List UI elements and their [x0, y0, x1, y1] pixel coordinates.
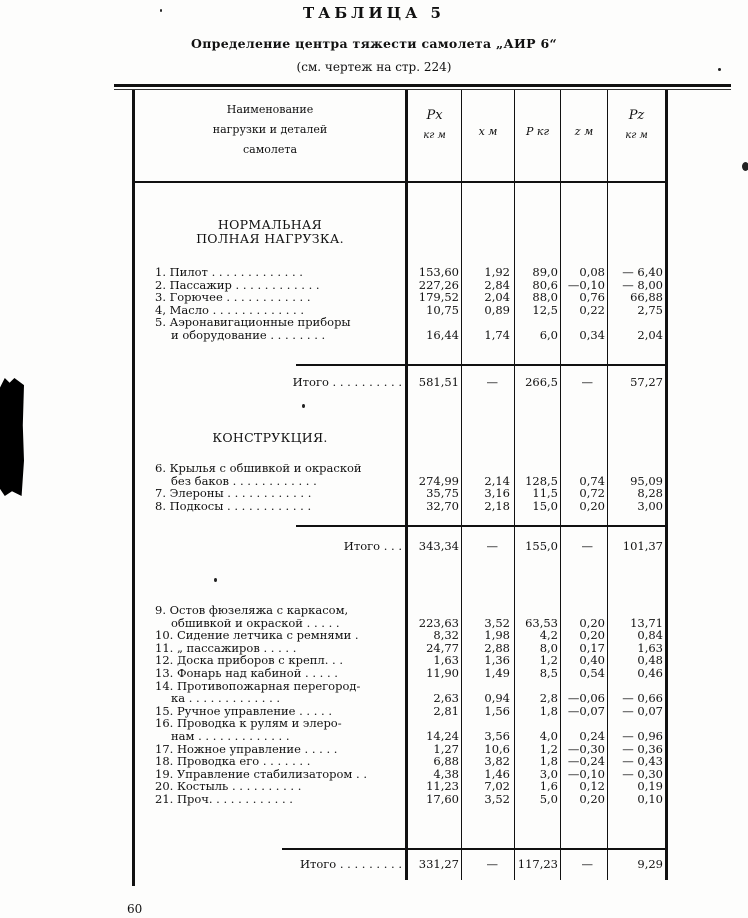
row-name: 19. Управление стабилизатором . .: [155, 766, 367, 781]
top-rule: [114, 84, 731, 87]
scan-speck: [742, 162, 748, 171]
row-name: 18. Проводка его . . . . . . .: [155, 754, 311, 769]
row-name: 6. Крылья с обшивкой и окраской: [155, 461, 362, 475]
row-value-p: 8,0: [539, 640, 558, 655]
section-title-line: НОРМАЛЬНАЯ: [217, 217, 323, 232]
row-value-x: 2,04: [484, 290, 510, 305]
row-value-pz: — 0,43: [622, 754, 663, 769]
row-value-pz: — 0,96: [622, 729, 663, 743]
row-value-px: 11,23: [426, 779, 459, 794]
row-name: 16. Проводка к рулям и элеро-: [155, 716, 342, 731]
row-value-p: 12,5: [532, 302, 558, 317]
row-value-z: 0,76: [579, 290, 605, 305]
row-value-x: 3,56: [484, 729, 510, 743]
row-value-pz: — 8,00: [622, 277, 663, 292]
column-divider-px: [461, 90, 462, 880]
row-value-z: 0,34: [579, 328, 605, 342]
row-value-z: 0,20: [579, 628, 605, 643]
scan-speck: [214, 578, 217, 582]
column-header-pz-unit: кг м: [625, 130, 648, 141]
total-label: Итого . . .: [343, 539, 402, 553]
row-name: 1. Пилот . . . . . . . . . . . . .: [155, 265, 303, 279]
row-value-x: 2,14: [484, 473, 510, 488]
row-value-px: 14,24: [426, 729, 459, 743]
row-value-z: 0,24: [579, 729, 605, 743]
column-header-pz-symbol: Pz: [628, 108, 645, 123]
row-value-p: 11,5: [532, 486, 558, 501]
row-name: 10. Сидение летчика с ремнями .: [155, 628, 359, 643]
row-value-p: 4,0: [539, 729, 558, 743]
section-title-line: ПОЛНАЯ НАГРУЗКА.: [196, 231, 344, 246]
column-header-name-line2: нагрузки и деталей: [212, 123, 328, 136]
total-label: Итого . . . . . . . . . .: [292, 375, 402, 389]
row-value-x: 2,84: [484, 277, 510, 292]
total-value-z: —: [581, 857, 593, 871]
total-value-p: 155,0: [525, 539, 558, 553]
column-header-name: [135, 100, 405, 160]
row-value-x: 1,56: [484, 703, 510, 718]
table-subtitle: Определение центра тяжести самолета „АИР 6“: [191, 36, 557, 51]
row-value-pz: 0,46: [637, 666, 663, 680]
row-value-z: 0,20: [579, 498, 605, 513]
row-value-pz: — 6,40: [622, 265, 663, 279]
page-number: 60: [127, 902, 143, 916]
row-value-x: 10,6: [484, 741, 510, 756]
drawing-reference-note: (см. чертеж на стр. 224): [296, 60, 452, 74]
row-value-z: —0,06: [567, 691, 605, 706]
total-value-z: —: [581, 539, 593, 553]
row-value-z: —0,24: [567, 754, 605, 769]
scan-artifact: [0, 378, 24, 496]
row-name: 17. Ножное управление . . . . .: [155, 741, 338, 756]
row-value-px: 1,63: [433, 653, 459, 668]
row-name: 7. Элероны . . . . . . . . . . . .: [155, 486, 312, 501]
row-value-pz: 0,48: [637, 653, 663, 668]
row-value-p: 3,0: [539, 766, 558, 781]
row-value-px: 179,52: [418, 290, 459, 305]
row-value-px: 227,26: [418, 277, 459, 292]
row-value-z: 0,20: [579, 792, 605, 806]
total-value-p: 266,5: [525, 375, 558, 389]
row-value-pz: 13,71: [630, 615, 663, 630]
total-value-px: 331,27: [418, 857, 459, 871]
column-header-px: [408, 106, 461, 146]
row-value-x: 1,74: [484, 328, 510, 342]
row-value-z: —0,07: [567, 703, 605, 718]
row-value-x: 3,52: [484, 792, 510, 806]
row-value-pz: — 0,30: [622, 766, 663, 781]
row-value-p: 1,2: [539, 741, 558, 756]
row-value-x: 3,82: [484, 754, 510, 769]
row-value-px: 24,77: [426, 640, 459, 655]
row-name: 21. Проч. . . . . . . . . . . .: [155, 792, 293, 806]
row-value-p: 80,6: [532, 277, 558, 292]
row-name: 15. Ручное управление . . . . .: [155, 703, 333, 718]
row-value-x: 3,52: [484, 615, 510, 630]
row-value-z: 0,12: [579, 779, 605, 794]
row-value-z: 0,74: [579, 473, 605, 488]
row-name: 9. Остов фюзеляжа с каркасом,: [155, 603, 349, 617]
row-value-pz: 95,09: [630, 473, 663, 488]
row-value-px: 8,32: [433, 628, 459, 643]
total-value-p: 117,23: [517, 857, 558, 871]
row-value-x: 1,98: [484, 628, 510, 643]
row-name-continuation: нам . . . . . . . . . . . . .: [171, 729, 290, 743]
total-label: Итого . . . . . . . . .: [299, 857, 402, 871]
column-header-name-line3: самолета: [242, 143, 298, 156]
row-name-continuation: ка . . . . . . . . . . . . .: [171, 691, 281, 706]
row-value-pz: — 0,07: [622, 703, 663, 718]
row-value-z: —0,30: [567, 741, 605, 756]
row-value-pz: 3,00: [637, 498, 663, 513]
row-value-p: 2,8: [539, 691, 558, 706]
section-title-construction: КОНСТРУКЦИЯ.: [212, 430, 328, 445]
row-value-z: 0,40: [579, 653, 605, 668]
row-value-p: 1,8: [539, 754, 558, 769]
row-value-p: 6,0: [539, 328, 558, 342]
scan-speck: [718, 68, 721, 71]
row-value-p: 1,6: [539, 779, 558, 794]
row-value-px: 11,90: [426, 666, 459, 680]
row-name: 13. Фонарь над кабиной . . . . .: [155, 666, 338, 680]
row-value-pz: — 0,66: [622, 691, 663, 706]
column-divider-x: [514, 90, 515, 880]
table-title: ТАБЛИЦА 5: [302, 4, 445, 22]
row-name: 5. Аэронавигационные приборы: [155, 315, 351, 330]
total-value-px: 343,34: [418, 539, 459, 553]
row-value-pz: 1,63: [637, 640, 663, 655]
row-value-x: 0,94: [484, 691, 510, 706]
row-value-pz: 0,10: [637, 792, 663, 806]
row-value-z: 0,22: [579, 302, 605, 317]
row-value-px: 1,27: [433, 741, 459, 756]
column-header-p: P кг: [525, 125, 550, 138]
row-value-x: 1,92: [484, 265, 510, 279]
row-value-x: 1,36: [484, 653, 510, 668]
row-name: 2. Пассажир . . . . . . . . . . . .: [155, 277, 320, 292]
row-value-px: 274,99: [418, 473, 459, 488]
row-value-px: 6,88: [433, 754, 459, 769]
row-name: 4, Масло . . . . . . . . . . . . .: [155, 302, 304, 317]
row-value-x: 7,02: [484, 779, 510, 794]
row-name: 14. Противопожарная перегород-: [155, 678, 361, 693]
column-header-x: x м: [478, 125, 498, 138]
row-value-px: 35,75: [426, 486, 459, 501]
column-header-z: z м: [574, 125, 594, 138]
row-value-z: 0,17: [579, 640, 605, 655]
total-value-x: —: [486, 375, 498, 389]
row-value-px: 10,75: [426, 302, 459, 317]
row-value-p: 8,5: [539, 666, 558, 680]
row-value-px: 17,60: [426, 792, 459, 806]
row-value-pz: 0,84: [637, 628, 663, 643]
row-value-p: 88,0: [532, 290, 558, 305]
row-value-z: 0,20: [579, 615, 605, 630]
row-value-pz: 66,88: [630, 290, 663, 305]
subtotal-rule-1: [296, 364, 665, 366]
scan-speck: [160, 9, 162, 12]
row-value-z: 0,08: [579, 265, 605, 279]
row-value-p: 63,53: [525, 615, 558, 630]
column-header-pz: [608, 106, 665, 146]
total-value-x: —: [486, 857, 498, 871]
row-value-px: 16,44: [426, 328, 459, 342]
row-value-z: 0,54: [579, 666, 605, 680]
row-value-z: 0,72: [579, 486, 605, 501]
total-value-x: —: [486, 539, 498, 553]
row-value-p: 128,5: [525, 473, 558, 488]
row-value-x: 3,16: [484, 486, 510, 501]
column-divider-p: [560, 90, 561, 880]
row-value-p: 15,0: [532, 498, 558, 513]
row-value-pz: 0,19: [637, 779, 663, 794]
row-value-pz: 2,04: [637, 328, 663, 342]
row-name: 12. Доска приборов с крепл. . .: [155, 653, 344, 668]
row-value-x: 2,88: [484, 640, 510, 655]
total-value-z: —: [581, 375, 593, 389]
total-value-pz: 57,27: [630, 375, 663, 389]
row-value-pz: 2,75: [637, 302, 663, 317]
subtotal-rule-3: [282, 848, 665, 850]
column-divider-z: [607, 90, 608, 880]
row-name: 11. „ пассажиров . . . . .: [155, 640, 297, 655]
row-value-p: 4,2: [539, 628, 558, 643]
row-name: 20. Костыль . . . . . . . . . .: [155, 779, 302, 794]
row-value-z: —0,10: [567, 277, 605, 292]
header-rule: [135, 181, 665, 183]
column-header-px-symbol: Px: [426, 108, 443, 123]
row-value-x: 1,49: [484, 666, 510, 680]
row-value-px: 4,38: [433, 766, 459, 781]
row-value-p: 89,0: [532, 265, 558, 279]
row-name: 3. Горючее . . . . . . . . . . . .: [155, 290, 311, 305]
row-value-x: 1,46: [484, 766, 510, 781]
row-value-z: —0,10: [567, 766, 605, 781]
row-name: 8. Подкосы . . . . . . . . . . . .: [155, 498, 312, 513]
row-value-p: 1,8: [539, 703, 558, 718]
row-value-p: 5,0: [539, 792, 558, 806]
row-value-x: 2,18: [484, 498, 510, 513]
row-value-px: 2,63: [433, 691, 459, 706]
column-header-name-line1: Наименование: [226, 103, 314, 116]
row-value-px: 153,60: [418, 265, 459, 279]
row-value-px: 223,63: [418, 615, 459, 630]
total-value-pz: 9,29: [637, 857, 663, 871]
total-value-px: 581,51: [418, 375, 459, 389]
row-name-continuation: и оборудование . . . . . . . .: [171, 328, 326, 342]
top-rule-thin: [114, 89, 731, 90]
row-value-p: 1,2: [539, 653, 558, 668]
table-left-border: [132, 90, 135, 886]
section-title-normal-load: [135, 218, 405, 246]
scan-speck: [302, 404, 305, 408]
row-name-continuation: без баков . . . . . . . . . . . .: [171, 473, 317, 488]
row-value-pz: — 0,36: [622, 741, 663, 756]
table-right-border: [665, 90, 668, 880]
row-value-x: 0,89: [484, 302, 510, 317]
column-header-px-unit: кг м: [423, 130, 446, 141]
row-value-px: 2,81: [433, 703, 459, 718]
total-value-pz: 101,37: [622, 539, 663, 553]
row-value-px: 32,70: [426, 498, 459, 513]
row-value-pz: 8,28: [637, 486, 663, 501]
row-name-continuation: обшивкой и окраской . . . . .: [171, 615, 340, 630]
column-divider-name: [405, 90, 408, 880]
subtotal-rule-2: [296, 525, 665, 527]
